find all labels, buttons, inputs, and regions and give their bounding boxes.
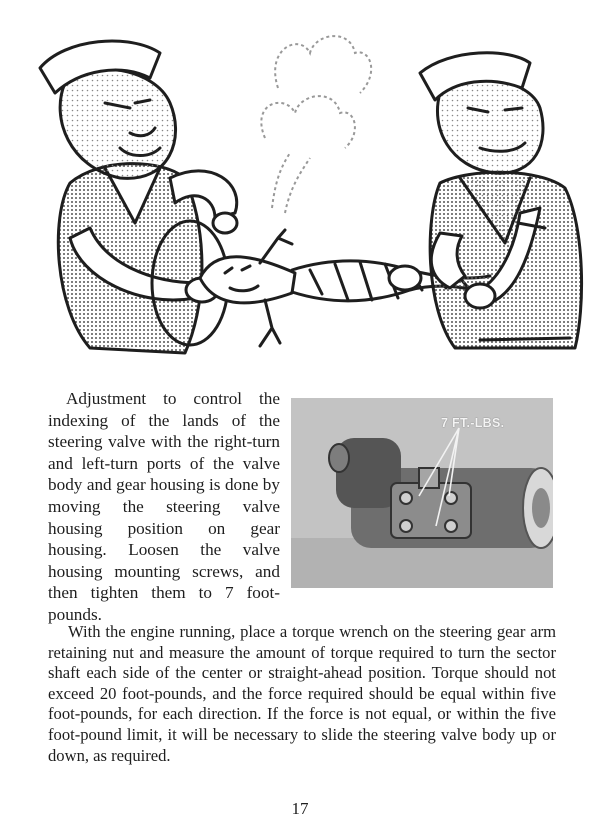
steering-valve-photo [291,398,553,588]
torque-callout-label: 7 FT.-LBS. [441,416,505,430]
torque-test-paragraph: With the engine running, place a torque wrench on the steering gear arm retaining nut and measure the amount of torque required to turn the sector shaft each side of the center or straight-ahead position. Torque should not exceed 20 foot-pounds, and the force required should be equal within five foot-pounds, for each direction. If the force is not equal, or within the five foot-pound limit, it will be necessary to slide the steering valve body up or down, as required. [48,622,556,765]
steering-valve-photo-icon [291,398,553,588]
adjustment-paragraph: Adjustment to control the indexing of the lands of the steering valve with the right-turn and left-turn ports of the valve body and gear housing is done by moving the steering valve housing position on gear housing. Loosen the valve housing mounting screws, and then tighten them to 7 foot-pounds. [48,389,280,624]
page-number: 17 [291,799,309,818]
cartoon-illustration [10,8,590,380]
cartoon-two-men-twisting-steering-valve-icon [10,8,590,380]
